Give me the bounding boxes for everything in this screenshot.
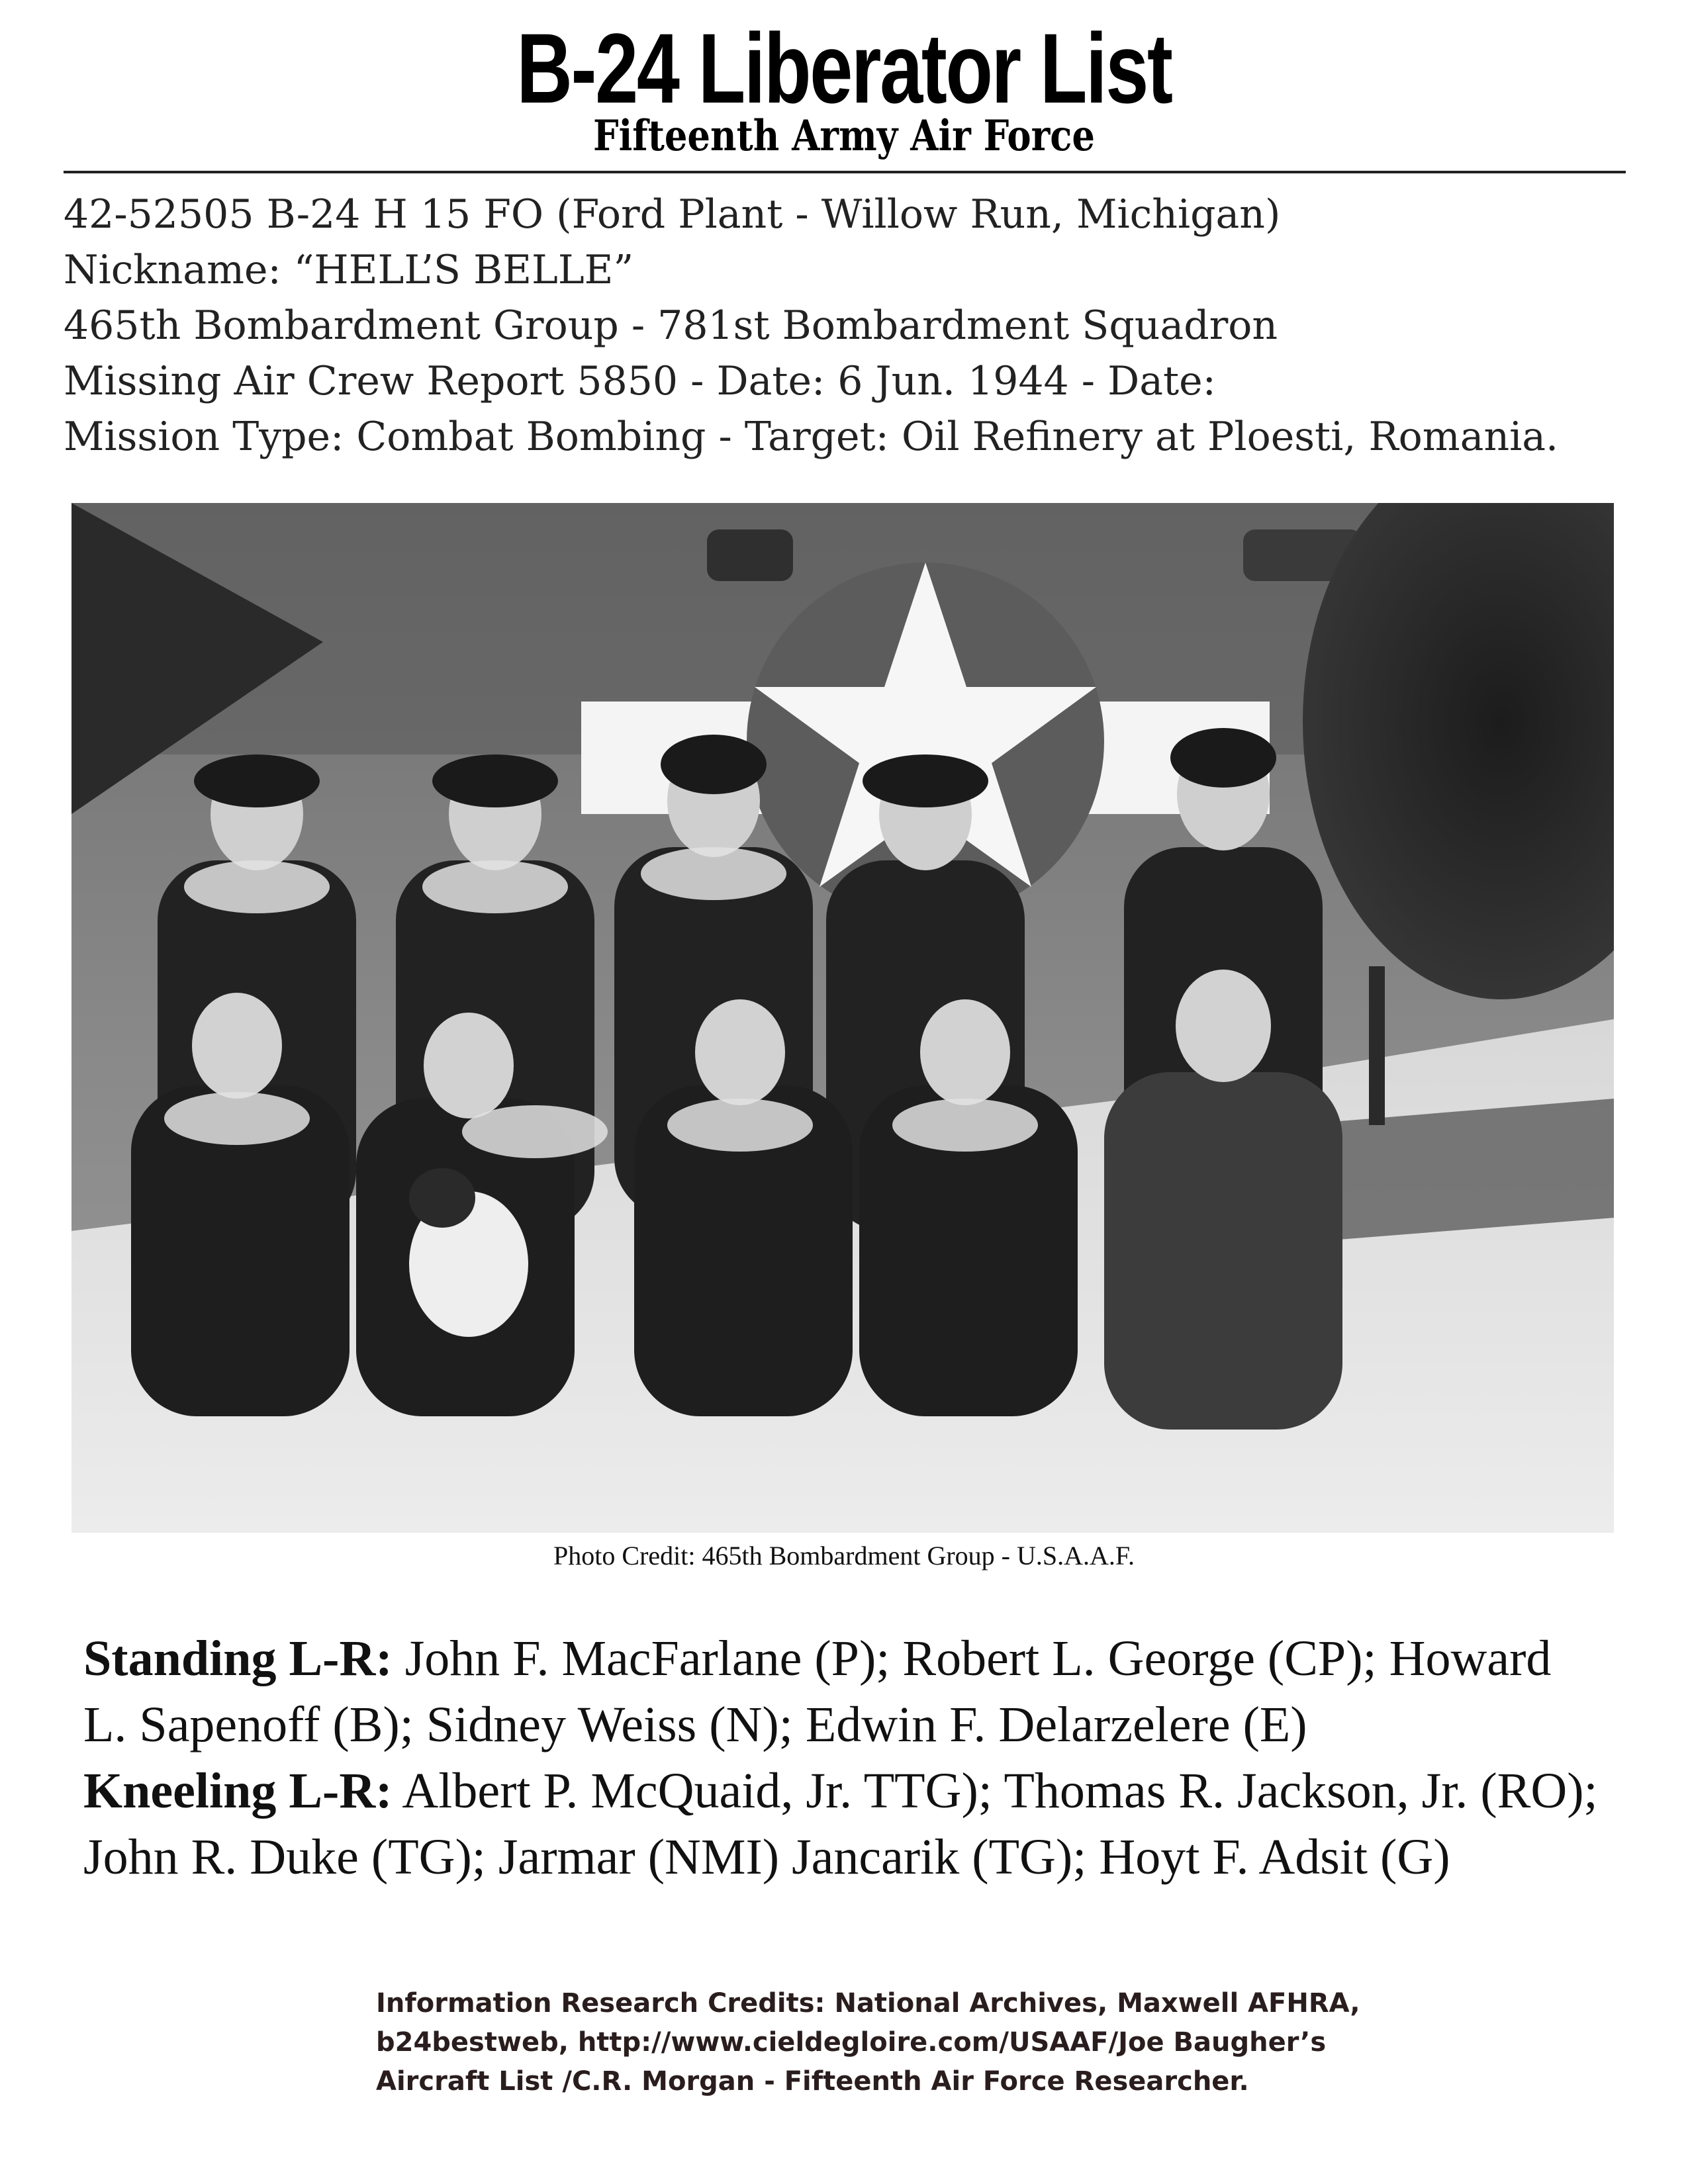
- kneeling-label: Kneeling L-R:: [83, 1763, 393, 1819]
- kneeling-names: Albert P. McQuaid, Jr. TTG); Thomas R. Jackson, Jr. (RO); John R. Duke (TG); Jarmar (NMI) Jancarik (TG); Hoyt F. Adsit (G): [83, 1763, 1598, 1885]
- research-credits: [376, 1984, 1501, 2101]
- aircraft-info: [64, 187, 1639, 465]
- group-line: 465th Bombardment Group - 781st Bombardment Squadron: [64, 302, 1278, 349]
- macr-line: Missing Air Crew Report 5850 - Date: 6 Jun. 1944 - Date:: [64, 358, 1216, 404]
- photo-credit: Photo Credit: 465th Bombardment Group - U.S.A.A.F.: [553, 1541, 1135, 1570]
- header-divider: [64, 171, 1626, 173]
- page-subtitle: Fifteenth Army Air Force: [593, 111, 1095, 161]
- mission-line: Mission Type: Combat Bombing - Target: Oil Refinery at Ploesti, Romania.: [64, 414, 1559, 460]
- research-line-2: b24bestweb, http://www.cieldegloire.com/USAAF/Joe Baugher’s: [376, 2027, 1327, 2058]
- kneeling-row: [83, 1758, 1606, 1890]
- nickname-line: Nickname: “HELL’S BELLE”: [64, 247, 634, 293]
- page-title: B-24 Liberator List: [516, 13, 1172, 124]
- research-line-3: Aircraft List /C.R. Morgan - Fifteenth Air Force Researcher.: [376, 2066, 1249, 2097]
- crew-list: [83, 1625, 1606, 1890]
- serial-line: 42-52505 B-24 H 15 FO (Ford Plant - Willow Run, Michigan): [64, 191, 1281, 238]
- crew-photo: [71, 503, 1614, 1533]
- standing-row: [83, 1625, 1606, 1758]
- standing-label: Standing L-R:: [83, 1631, 393, 1686]
- standing-names: John F. MacFarlane (P); Robert L. George (CP); Howard L. Sapenoff (B); Sidney Weiss (N); Edwin F. Delarzelere (E): [83, 1631, 1552, 1752]
- research-line-1: Information Research Credits: National Archives, Maxwell AFHRA,: [376, 1988, 1360, 2019]
